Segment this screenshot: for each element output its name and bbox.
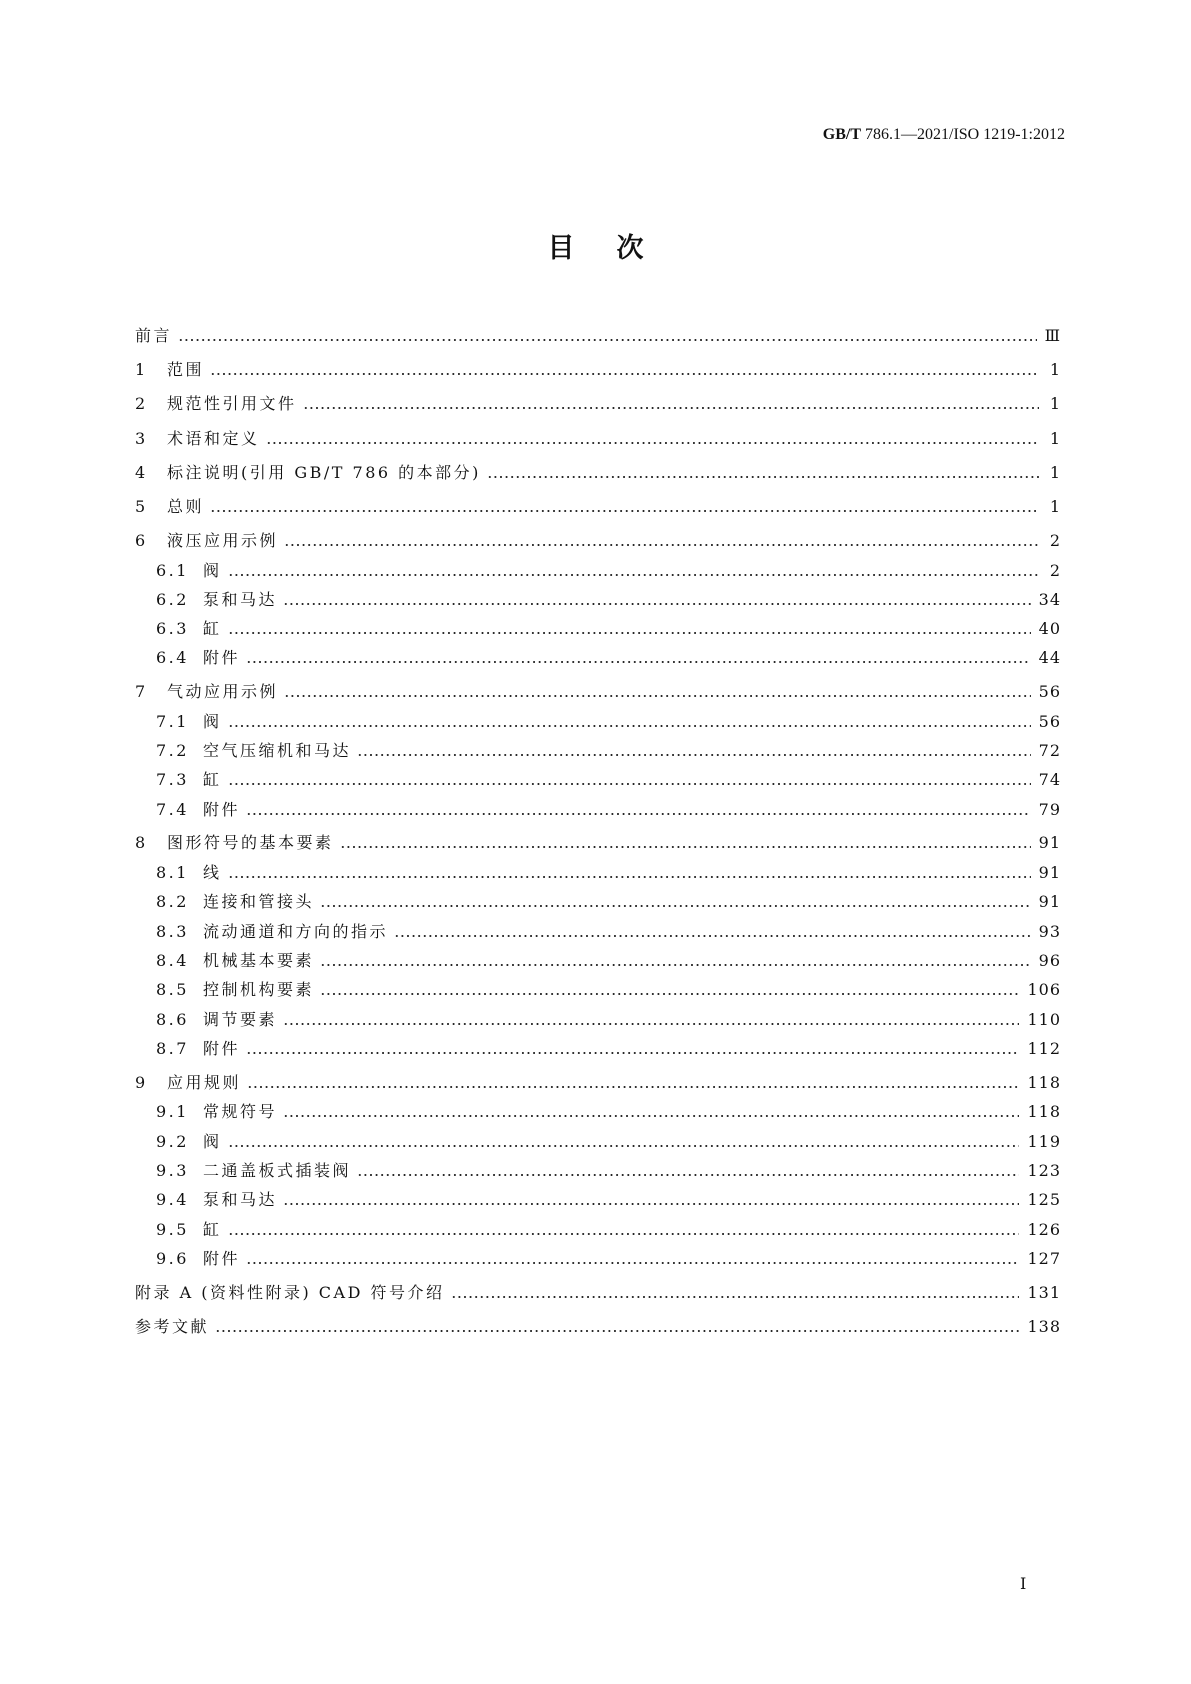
toc-leader-dots: [340, 846, 1031, 848]
toc-entry-label: 常规符号: [203, 1102, 278, 1121]
toc-entry-label: 泵和马达: [203, 590, 278, 609]
toc-entry-number: 2: [135, 394, 148, 413]
toc-entry-number: 3: [135, 429, 148, 448]
toc-leader-dots: [451, 1296, 1020, 1298]
toc-entry-number: 8.1: [156, 863, 189, 882]
toc-entry-number: 6.2: [156, 590, 189, 609]
toc-entry-number: 6.1: [156, 561, 189, 580]
toc-leader-dots: [357, 1174, 1019, 1176]
toc-entry-label: 缸: [203, 770, 222, 789]
toc-leader-dots: [283, 1115, 1019, 1117]
toc-entry-number: 8.3: [156, 922, 189, 941]
toc-entry[interactable]: [156, 1188, 1061, 1212]
toc-entry-number: 7.2: [156, 741, 189, 760]
toc-entry[interactable]: [135, 392, 1061, 416]
toc-entry-number: 7.3: [156, 770, 189, 789]
toc-leader-dots: [394, 935, 1031, 937]
toc-leader-dots: [320, 993, 1019, 995]
toc-entry-label: 规范性引用文件: [167, 394, 297, 413]
page-title: 目次: [547, 233, 686, 264]
toc-entry-page: 40: [1038, 619, 1061, 638]
toc-entry-page: 93: [1038, 922, 1061, 941]
toc-entry[interactable]: [135, 680, 1061, 704]
toc-entry-label: 参考文献: [135, 1317, 210, 1336]
toc-leader-dots: [210, 510, 1039, 512]
toc-entry-label: 气动应用示例: [167, 682, 279, 701]
toc-entry[interactable]: [135, 831, 1061, 855]
toc-entry-page: 44: [1038, 648, 1061, 667]
toc-entry[interactable]: [156, 1159, 1061, 1183]
toc-entry-page: 110: [1027, 1010, 1061, 1029]
toc-entry[interactable]: [156, 768, 1061, 792]
toc-leader-dots: [228, 783, 1031, 785]
toc-leader-dots: [178, 339, 1037, 341]
toc-leader-dots: [283, 603, 1031, 605]
toc-entry-number: 8: [135, 833, 148, 852]
toc-entry[interactable]: [156, 978, 1061, 1002]
toc-entry-number: 9.3: [156, 1161, 189, 1180]
toc-entry-label: 机械基本要素: [203, 951, 315, 970]
toc-entry[interactable]: [135, 529, 1061, 553]
toc-entry-label: 总则: [167, 497, 205, 516]
toc-leader-dots: [228, 876, 1031, 878]
toc-entry-label: 缸: [203, 1220, 222, 1239]
toc-entry-page: 112: [1027, 1039, 1061, 1058]
toc-leader-dots: [357, 754, 1031, 756]
toc-entry-number: 7.1: [156, 712, 189, 731]
toc-leader-dots: [303, 407, 1039, 409]
toc-entry-label: 线: [203, 863, 222, 882]
toc-entry-number: 9.5: [156, 1220, 189, 1239]
toc-entry-label: 附件: [203, 1249, 241, 1268]
toc-entry-number: 6: [135, 531, 148, 550]
toc-entry[interactable]: [156, 798, 1061, 822]
toc-leader-dots: [284, 695, 1031, 697]
toc-leader-dots: [228, 632, 1031, 634]
toc-entry[interactable]: [156, 710, 1061, 734]
toc-entry-page: 138: [1027, 1317, 1061, 1336]
toc-leader-dots: [215, 1330, 1019, 1332]
toc-entry-label: 标注说明(引用 GB/T 786 的本部分): [167, 463, 481, 482]
toc-entry-label: 阀: [203, 561, 222, 580]
toc-entry[interactable]: [156, 1247, 1061, 1271]
toc-leader-dots: [246, 1262, 1019, 1264]
toc-entry-label: 空气压缩机和马达: [203, 741, 352, 760]
toc-entry-page: 96: [1038, 951, 1061, 970]
toc-entry-page: 91: [1038, 892, 1061, 911]
toc-leader-dots: [266, 442, 1039, 444]
toc-leader-dots: [320, 964, 1031, 966]
toc-entry-page: 56: [1038, 712, 1061, 731]
toc-entry-label: 阀: [203, 712, 222, 731]
toc-entry-page: 1: [1049, 429, 1061, 448]
toc-entry-number: 8.6: [156, 1010, 189, 1029]
toc-leader-dots: [228, 1233, 1020, 1235]
toc-entry-page: 126: [1027, 1220, 1061, 1239]
toc-leader-dots: [247, 1086, 1019, 1088]
toc-entry[interactable]: [156, 920, 1061, 944]
toc-entry-number: 9.1: [156, 1102, 189, 1121]
toc-entry-label: 缸: [203, 619, 222, 638]
toc-entry[interactable]: [156, 617, 1061, 641]
toc-entry-page: 72: [1038, 741, 1061, 760]
toc-leader-dots: [284, 544, 1039, 546]
toc-entry-label: 附件: [203, 800, 241, 819]
toc-entry-number: 9.4: [156, 1190, 189, 1209]
standard-number: [823, 126, 1065, 144]
toc-entry-page: Ⅲ: [1044, 326, 1061, 345]
toc-entry[interactable]: [135, 1315, 1061, 1339]
toc-entry-number: 1: [135, 360, 148, 379]
toc-entry[interactable]: [156, 1008, 1061, 1032]
standard-suffix: 786.1—2021/ISO 1219-1:2012: [865, 126, 1065, 143]
toc-entry-label: 附录 A (资料性附录) CAD 符号介绍: [135, 1283, 445, 1302]
toc-entry-label: 术语和定义: [167, 429, 260, 448]
toc-entry-label: 控制机构要素: [203, 980, 315, 999]
toc-entry-number: 8.5: [156, 980, 189, 999]
toc-leader-dots: [283, 1203, 1019, 1205]
toc-entry-page: 1: [1049, 497, 1061, 516]
toc-entry[interactable]: [156, 646, 1061, 670]
toc-entry[interactable]: [135, 1071, 1061, 1095]
footer-page-number: I: [1020, 1574, 1027, 1593]
toc-entry-page: 106: [1027, 980, 1061, 999]
toc-entry-label: 调节要素: [203, 1010, 278, 1029]
toc-leader-dots: [228, 574, 1039, 576]
toc-entry[interactable]: [135, 1281, 1061, 1305]
toc-entry-label: 范围: [167, 360, 205, 379]
toc-entry-page: 127: [1027, 1249, 1061, 1268]
toc-entry[interactable]: [156, 1218, 1061, 1242]
toc-entry-page: 1: [1049, 360, 1061, 379]
toc-entry-number: 6.3: [156, 619, 189, 638]
toc-entry-page: 34: [1038, 590, 1061, 609]
toc-entry[interactable]: [156, 739, 1061, 763]
toc-leader-dots: [283, 1023, 1019, 1025]
toc-entry-page: 91: [1038, 833, 1061, 852]
toc-entry[interactable]: [135, 324, 1061, 348]
toc-entry-page: 118: [1027, 1073, 1061, 1092]
toc-entry[interactable]: [135, 358, 1061, 382]
toc-entry-page: 74: [1038, 770, 1061, 789]
toc-entry[interactable]: [156, 861, 1061, 885]
toc-entry-page: 123: [1027, 1161, 1061, 1180]
toc-leader-dots: [246, 661, 1031, 663]
toc-entry-page: 2: [1049, 561, 1061, 580]
toc-entry-page: 118: [1027, 1102, 1061, 1121]
toc-entry[interactable]: [156, 1130, 1061, 1154]
toc-entry-label: 附件: [203, 648, 241, 667]
toc-entry-page: 2: [1049, 531, 1061, 550]
toc-entry[interactable]: [156, 890, 1061, 914]
toc-leader-dots: [228, 1145, 1020, 1147]
toc-entry-number: 9.2: [156, 1132, 189, 1151]
toc-entry[interactable]: [135, 495, 1061, 519]
standard-prefix: GB/T: [822, 126, 861, 143]
toc-entry-label: 前言: [135, 326, 173, 345]
toc-entry[interactable]: [156, 1037, 1061, 1061]
toc-entry-label: 图形符号的基本要素: [167, 833, 334, 852]
toc-entry-label: 应用规则: [167, 1073, 242, 1092]
toc-leader-dots: [487, 476, 1039, 478]
toc-entry-label: 连接和管接头: [203, 892, 315, 911]
toc-entry-number: 8.4: [156, 951, 189, 970]
toc-entry-number: 8.2: [156, 892, 189, 911]
toc-entry-page: 119: [1027, 1132, 1061, 1151]
toc-entry-number: 9.6: [156, 1249, 189, 1268]
toc-entry-number: 8.7: [156, 1039, 189, 1058]
toc-entry-page: 56: [1038, 682, 1061, 701]
toc-entry-page: 79: [1038, 800, 1061, 819]
toc-entry-label: 阀: [203, 1132, 222, 1151]
toc-entry-label: 泵和马达: [203, 1190, 278, 1209]
toc-entry-number: 9: [135, 1073, 148, 1092]
toc-entry-number: 5: [135, 497, 148, 516]
toc-entry-label: 附件: [203, 1039, 241, 1058]
toc-entry-number: 7.4: [156, 800, 189, 819]
toc-entry-page: 91: [1038, 863, 1061, 882]
toc-entry[interactable]: [156, 559, 1061, 583]
toc-entry-page: 1: [1049, 463, 1061, 482]
toc-entry[interactable]: [156, 949, 1061, 973]
toc-entry-number: 7: [135, 682, 148, 701]
toc-leader-dots: [246, 1052, 1019, 1054]
toc-entry-label: 二通盖板式插装阀: [203, 1161, 352, 1180]
toc-leader-dots: [246, 813, 1031, 815]
toc-leader-dots: [228, 725, 1031, 727]
toc-entry[interactable]: [156, 588, 1061, 612]
toc-entry-number: 4: [135, 463, 148, 482]
toc-entry-page: 131: [1027, 1283, 1061, 1302]
toc-entry-page: 125: [1027, 1190, 1061, 1209]
toc-leader-dots: [320, 905, 1031, 907]
toc-entry[interactable]: [156, 1100, 1061, 1124]
toc-entry[interactable]: [135, 461, 1061, 485]
toc-entry-label: 液压应用示例: [167, 531, 279, 550]
toc-entry[interactable]: [135, 427, 1061, 451]
toc-entry-number: 6.4: [156, 648, 189, 667]
toc-entry-label: 流动通道和方向的指示: [203, 922, 389, 941]
toc-entry-page: 1: [1049, 394, 1061, 413]
toc-leader-dots: [210, 373, 1039, 375]
